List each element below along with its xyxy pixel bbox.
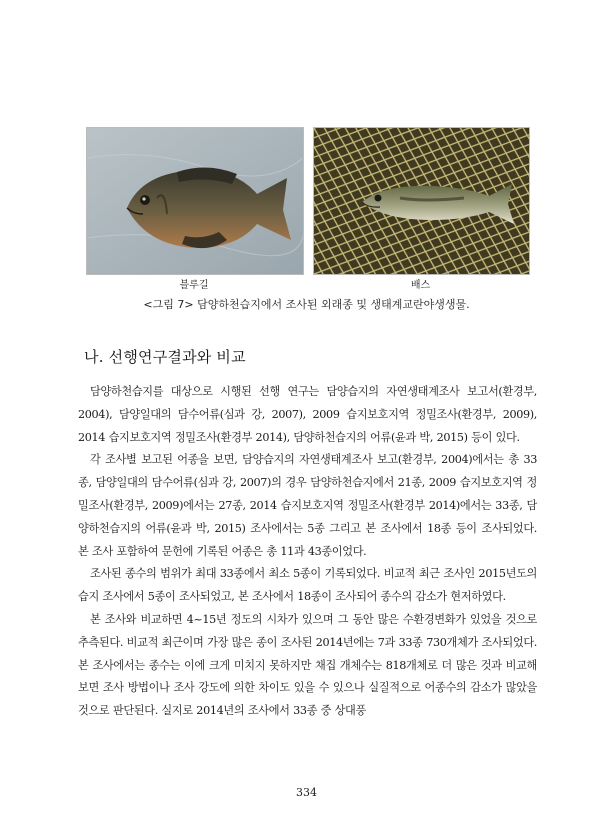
- bass-photo: [313, 127, 530, 275]
- paragraph-3: 조사된 종수의 범위가 최대 33종에서 최소 5종이 기록되었다. 비교적 최근 조사인 2015년도의 습지 조사에서 5종이 조사되었고, 본 조사에서 18종이 조사되어 종수의 감소가 현저하였다.: [78, 567, 537, 604]
- section-heading: 나. 선행연구결과와 비교: [84, 348, 246, 366]
- page-number: 334: [296, 786, 317, 799]
- bluegill-photo: [86, 127, 304, 275]
- bass-fish-image: [314, 128, 529, 274]
- paragraph-4: 본 조사와 비교하면 4~15년 정도의 시차가 있으며 그 동안 많은 수환경변화가 있었을 것으로 추측된다. 비교적 최근이며 가장 많은 종이 조사된 2014년에는 7과 33종 730개체가 조사되었다. 본 조사에서는 종수는 이에 크게 미치지 못하지만 채집 개체수는 818개체로 더 많은 것과 비교해 보면 조사 방법이나 조사 강도에 의한 차이도 있을 수 있으나 실질적으로 어종수의 감소가 많았을 것으로 판단된다. 실지로 2014년의 조사에서 33종 중 상대풍: [78, 612, 537, 718]
- bluegill-fish-image: [87, 128, 303, 274]
- paragraph-2: 각 조사별 보고된 어종을 보면, 담양습지의 자연생태계조사 보고(환경부, 2004)에서는 총 33종, 담양일대의 담수어류(심과 강, 2007)의 경우 담양하천습지에서 21종, 2009 습지보호지역 정밀조사(환경부, 2009)에서는 27종, 2014 습지보호지역 정밀조사(환경부 2014)에서는 33종, 담양하천습지의 어류(윤과 박, 2015) 조사에서는 5종 그리고 본 조사에서 18종 등이 조사되었다. 본 조사 포함하여 문헌에 기록된 어종은 총 11과 43종이었다.: [78, 453, 537, 558]
- bluegill-label: 블루길: [179, 280, 209, 291]
- body-text: [78, 381, 537, 723]
- bass-label: 배스: [410, 280, 431, 291]
- paragraph-1: 담양하천습지를 대상으로 시행된 선행 연구는 담양습지의 자연생태계조사 보고서(환경부, 2004), 담양일대의 담수어류(심과 강, 2007), 2009 습지보호지역 정밀조사(환경부, 2009), 2014 습지보호지역 정밀조사(환경부 2014), 담양하천습지의 어류(윤과 박, 2015) 등이 있다.: [78, 385, 537, 444]
- figure-caption: <그림 7> 담양하천습지에서 조사된 외래종 및 생태계교란야생생물.: [143, 298, 470, 311]
